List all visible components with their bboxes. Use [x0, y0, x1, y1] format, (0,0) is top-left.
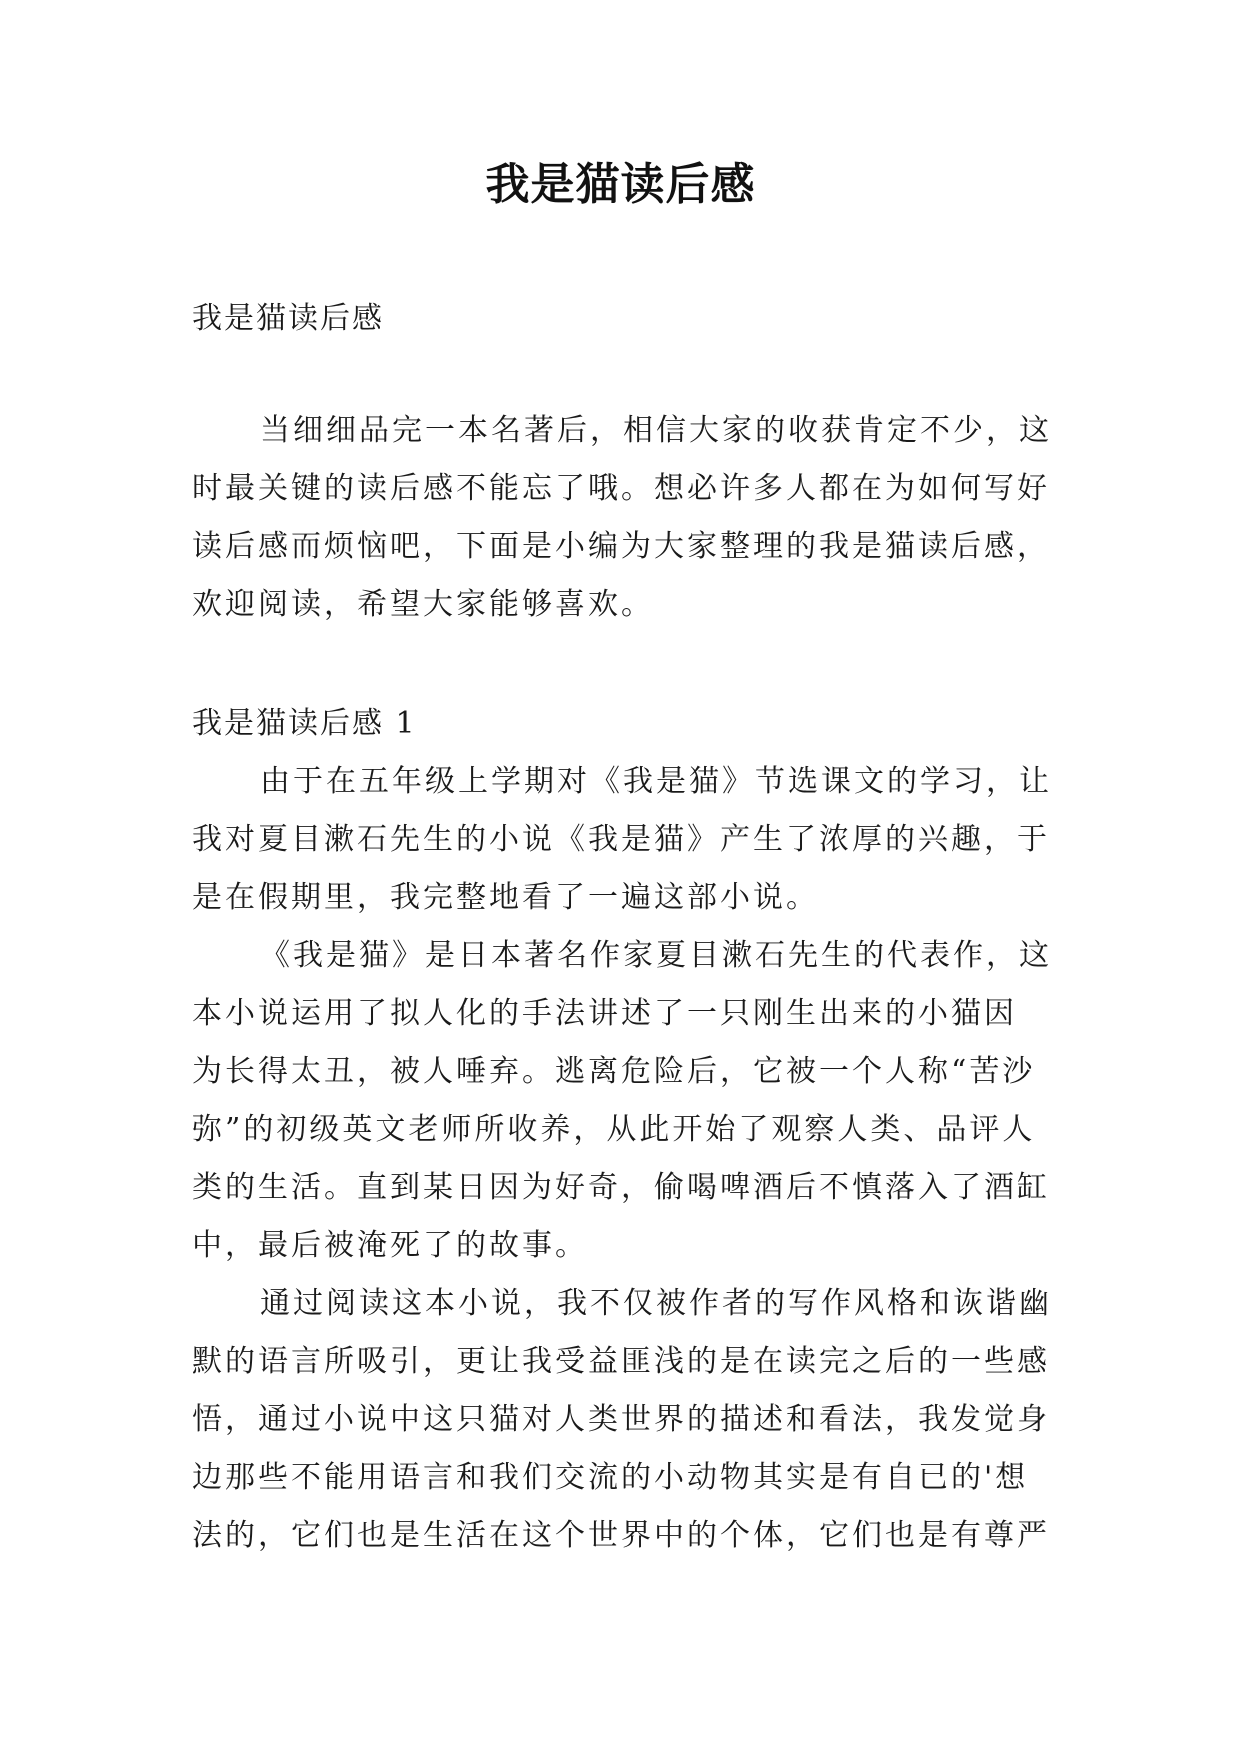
intro-paragraph: [192, 402, 1062, 634]
paragraph-line: 弥”的初级英文老师所收养，从此开始了观察人类、品评人: [192, 1112, 1036, 1147]
paragraph-line: 中，最后被淹死了的故事。: [192, 1228, 588, 1263]
paragraph-line: 由于在五年级上学期对《我是猫》节选课文的学习，让: [260, 764, 1052, 799]
section-heading: 我是猫读后感 1: [192, 706, 417, 741]
paragraph-line: 类的生活。直到某日因为好奇，偷喝啤酒后不慎落入了酒缸: [192, 1170, 1050, 1205]
section-1: [192, 695, 1062, 1565]
paragraph-line: 本小说运用了拟人化的手法讲述了一只刚生出来的小猫因: [192, 996, 1017, 1031]
paragraph-line: 法的，它们也是生活在这个世界中的个体，它们也是有尊严: [192, 1518, 1050, 1553]
document-subtitle: 我是猫读后感: [192, 301, 384, 336]
intro-line: 时最关键的读后感不能忘了哦。想必许多人都在为如何写好: [192, 471, 1050, 506]
paragraph-line: 是在假期里，我完整地看了一遍这部小说。: [192, 880, 819, 915]
paragraph-line: 《我是猫》是日本著名作家夏目漱石先生的代表作，这: [260, 938, 1052, 973]
paragraph-line: 我对夏目漱石先生的小说《我是猫》产生了浓厚的兴趣，于: [192, 822, 1050, 857]
intro-line: 读后感而烦恼吧，下面是小编为大家整理的我是猫读后感，: [192, 529, 1050, 564]
paragraph-line: 悟，通过小说中这只猫对人类世界的描述和看法，我发觉身: [192, 1402, 1050, 1437]
paragraph-line: 为长得太丑，被人唾弃。逃离危险后，它被一个人称“苦沙: [192, 1054, 1036, 1089]
page-title: 我是猫读后感: [485, 159, 756, 210]
paragraph-line: 通过阅读这本小说，我不仅被作者的写作风格和诙谐幽: [260, 1286, 1052, 1321]
paragraph-line: 默的语言所吸引，更让我受益匪浅的是在读完之后的一些感: [192, 1344, 1050, 1379]
paragraph-line: 边那些不能用语言和我们交流的小动物其实是有自已的'想: [192, 1460, 1029, 1495]
intro-line: 当细细品完一本名著后，相信大家的收获肯定不少，这: [260, 413, 1052, 448]
intro-line: 欢迎阅读，希望大家能够喜欢。: [192, 587, 654, 622]
